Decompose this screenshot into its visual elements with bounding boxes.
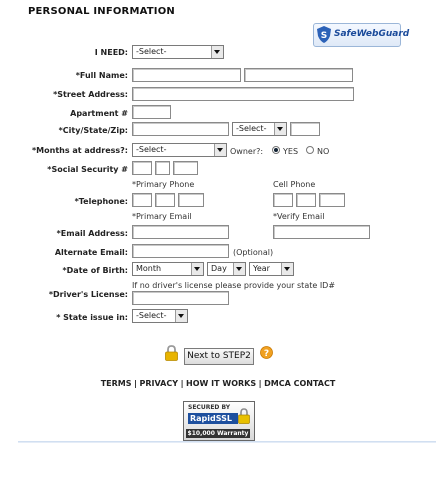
full-name-label: *Full Name: xyxy=(75,71,128,80)
alt-email-label: Alternate Email: xyxy=(54,248,128,257)
months-select[interactable] xyxy=(132,143,227,157)
footer-link-privacy[interactable]: PRIVACY xyxy=(139,379,179,388)
ssn-part3-input[interactable] xyxy=(173,161,198,175)
first-name-input[interactable] xyxy=(132,68,241,82)
owner-no-radio[interactable] xyxy=(306,146,314,154)
verify-email-input[interactable] xyxy=(273,225,370,239)
months-label: *Months at address?: xyxy=(32,146,128,155)
safewebguard-badge[interactable] xyxy=(313,23,410,47)
dob-year-select[interactable] xyxy=(249,262,294,276)
owner-yes-label: YES xyxy=(283,147,299,156)
alt-email-input[interactable] xyxy=(132,244,229,258)
shield-icon xyxy=(317,26,331,43)
optional-hint: (Optional) xyxy=(233,248,274,257)
dob-month-value: Month xyxy=(136,264,162,273)
footer-separator: | xyxy=(180,379,184,388)
primary-phone-hint: *Primary Phone xyxy=(132,180,195,189)
svg-text:S: S xyxy=(320,31,328,41)
footer-link-how-it-works[interactable]: HOW IT WORKS xyxy=(186,379,257,388)
cell-phone-hint: Cell Phone xyxy=(273,180,316,189)
dob-year-value: Year xyxy=(253,264,270,273)
owner-no-label: NO xyxy=(317,147,330,156)
footer-links xyxy=(0,379,436,388)
need-select[interactable] xyxy=(132,45,224,59)
svg-text:?: ? xyxy=(263,349,270,359)
dob-day-value: Day xyxy=(211,264,227,273)
primary-phone-prefix-input[interactable] xyxy=(155,193,175,207)
safewebguard-text: SafeWebGuard xyxy=(334,29,410,39)
zip-input[interactable] xyxy=(290,122,320,136)
issue-state-value: -Select- xyxy=(136,311,167,320)
ssl-brand: RapidSSL xyxy=(188,413,238,424)
need-select-value: -Select- xyxy=(136,47,167,56)
dob-month-select[interactable] xyxy=(132,262,204,276)
footer-link-terms[interactable]: TERMS xyxy=(100,379,132,388)
last-name-input[interactable] xyxy=(244,68,353,82)
owner-label: Owner?: xyxy=(230,147,264,156)
next-step-button[interactable]: Next to STEP2 xyxy=(184,348,254,365)
ssl-secured-by: SECURED BY xyxy=(188,404,231,411)
ssn-part1-input[interactable] xyxy=(132,161,152,175)
ssl-warranty: $10,000 Warranty xyxy=(187,430,249,437)
state-issue-label: * State issue in: xyxy=(56,313,128,322)
ssn-part2-input[interactable] xyxy=(155,161,170,175)
apartment-input[interactable] xyxy=(132,105,171,119)
chevron-down-icon xyxy=(214,144,226,156)
primary-phone-area-input[interactable] xyxy=(132,193,152,207)
page-title: PERSONAL INFORMATION xyxy=(28,6,175,17)
street-address-input[interactable] xyxy=(132,87,354,101)
telephone-label: *Telephone: xyxy=(74,197,128,206)
footer-separator: | xyxy=(258,379,262,388)
cell-phone-area-input[interactable] xyxy=(273,193,293,207)
dob-label: *Date of Birth: xyxy=(62,266,128,275)
apartment-label: Apartment # xyxy=(70,109,128,118)
cell-phone-prefix-input[interactable] xyxy=(296,193,316,207)
license-input[interactable] xyxy=(132,291,229,305)
ssl-padlock-icon xyxy=(238,408,250,424)
footer-link-dmca[interactable]: DMCA CONTACT xyxy=(264,379,336,388)
need-label: I NEED: xyxy=(94,48,128,57)
dob-day-select[interactable] xyxy=(207,262,246,276)
email-input[interactable] xyxy=(132,225,229,239)
owner-yes-radio[interactable] xyxy=(272,146,280,154)
verify-email-hint: *Verify Email xyxy=(273,212,325,221)
footer-separator: | xyxy=(134,379,137,388)
issue-state-select[interactable] xyxy=(132,309,188,323)
street-address-label: *Street Address: xyxy=(53,90,128,99)
chevron-down-icon xyxy=(233,263,245,275)
city-state-zip-label: *City/State/Zip: xyxy=(58,126,128,135)
license-note: If no driver's license please provide your state ID# xyxy=(132,281,336,290)
chevron-down-icon xyxy=(211,46,223,58)
months-select-value: -Select- xyxy=(136,145,167,154)
state-select[interactable] xyxy=(232,122,287,136)
primary-email-hint: *Primary Email xyxy=(132,212,192,221)
help-icon[interactable] xyxy=(260,346,273,359)
cell-phone-line-input[interactable] xyxy=(319,193,345,207)
lock-icon xyxy=(165,345,178,361)
bottom-divider xyxy=(18,441,436,443)
ssn-label: *Social Security # xyxy=(47,165,128,174)
chevron-down-icon xyxy=(175,310,187,322)
state-select-value: -Select- xyxy=(236,124,267,133)
chevron-down-icon xyxy=(191,263,203,275)
city-input[interactable] xyxy=(132,122,229,136)
primary-phone-line-input[interactable] xyxy=(178,193,204,207)
chevron-down-icon xyxy=(281,263,293,275)
license-label: *Driver's License: xyxy=(48,290,128,299)
chevron-down-icon xyxy=(274,123,286,135)
email-label: *Email Address: xyxy=(56,229,128,238)
rapidssl-badge[interactable] xyxy=(183,401,255,441)
